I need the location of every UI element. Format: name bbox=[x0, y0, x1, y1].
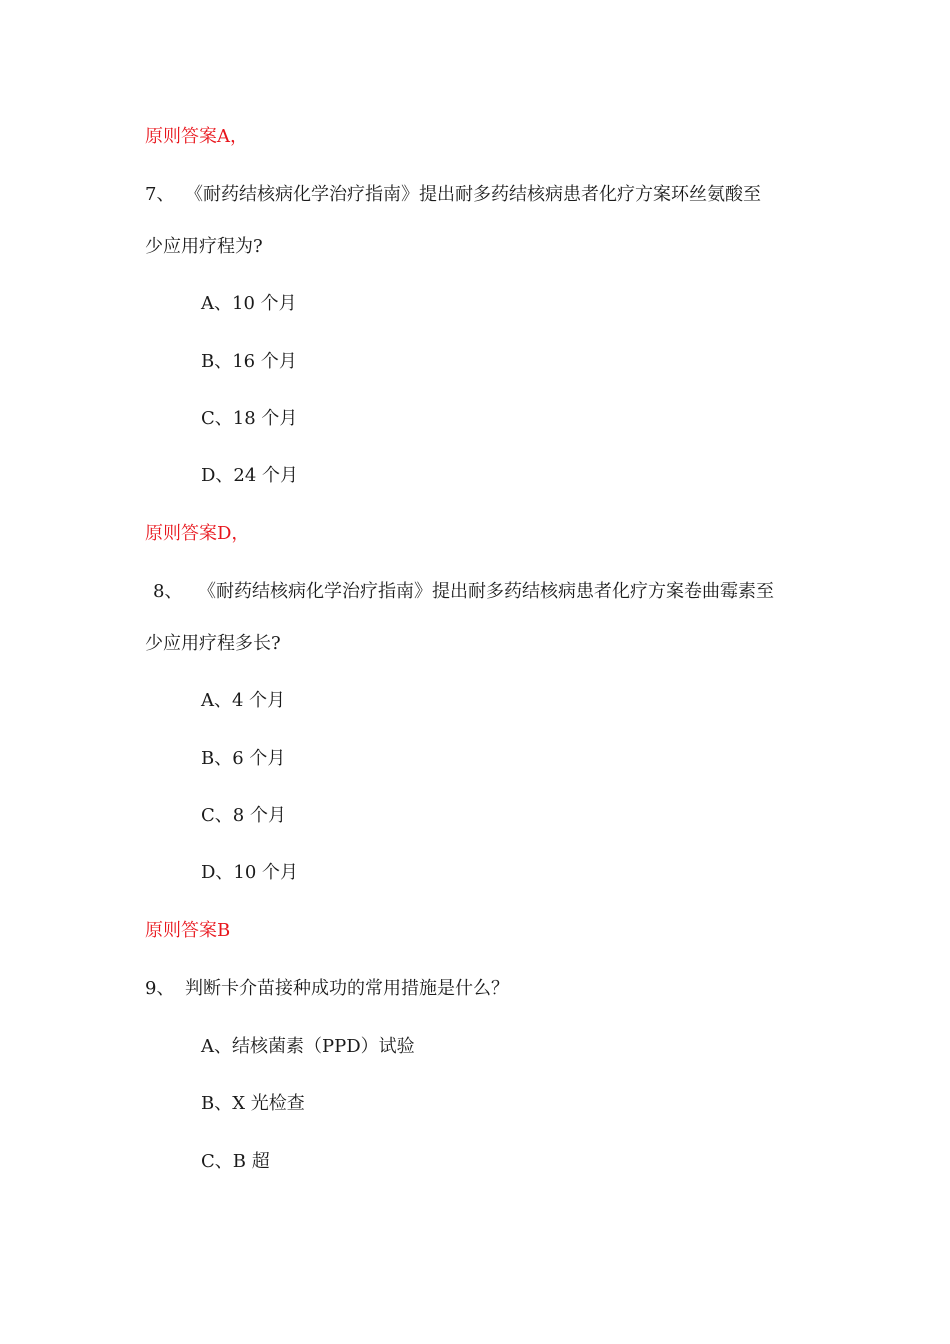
q8-option-c: C、8 个月 bbox=[201, 805, 286, 826]
question-7-text-cont: 少应用疗程为? bbox=[145, 236, 263, 257]
q8-option-b: B、6 个月 bbox=[201, 748, 286, 769]
q9-option-c: C、B 超 bbox=[201, 1151, 270, 1172]
q7-option-c: C、18 个月 bbox=[201, 408, 298, 429]
q9-option-a: A、结核菌素（PPD）试验 bbox=[201, 1036, 415, 1057]
answer-q8: 原则答案B bbox=[145, 920, 231, 941]
question-7-number: 7、 bbox=[145, 184, 175, 205]
answer-q6: 原则答案A， bbox=[145, 126, 248, 147]
question-8-number: 8、 bbox=[153, 581, 183, 602]
question-7-text: 《耐药结核病化学治疗指南》提出耐多药结核病患者化疗方案环丝氨酸至 bbox=[185, 184, 761, 205]
question-8-text: 《耐药结核病化学治疗指南》提出耐多药结核病患者化疗方案卷曲霉素至 bbox=[198, 581, 774, 602]
q7-option-d: D、24 个月 bbox=[201, 465, 299, 486]
question-9-number: 9、 bbox=[145, 978, 175, 999]
q7-option-a: A、10 个月 bbox=[201, 293, 297, 314]
question-8-text-cont: 少应用疗程多长? bbox=[145, 633, 281, 654]
question-9-text: 判断卡介苗接种成功的常用措施是什么？ bbox=[185, 978, 509, 999]
answer-q7: 原则答案D， bbox=[145, 523, 250, 544]
q7-option-b: B、16 个月 bbox=[201, 351, 297, 372]
q9-option-b: B、X 光检查 bbox=[201, 1093, 305, 1114]
q8-option-a: A、4 个月 bbox=[201, 690, 286, 711]
q8-option-d: D、10 个月 bbox=[201, 862, 299, 883]
